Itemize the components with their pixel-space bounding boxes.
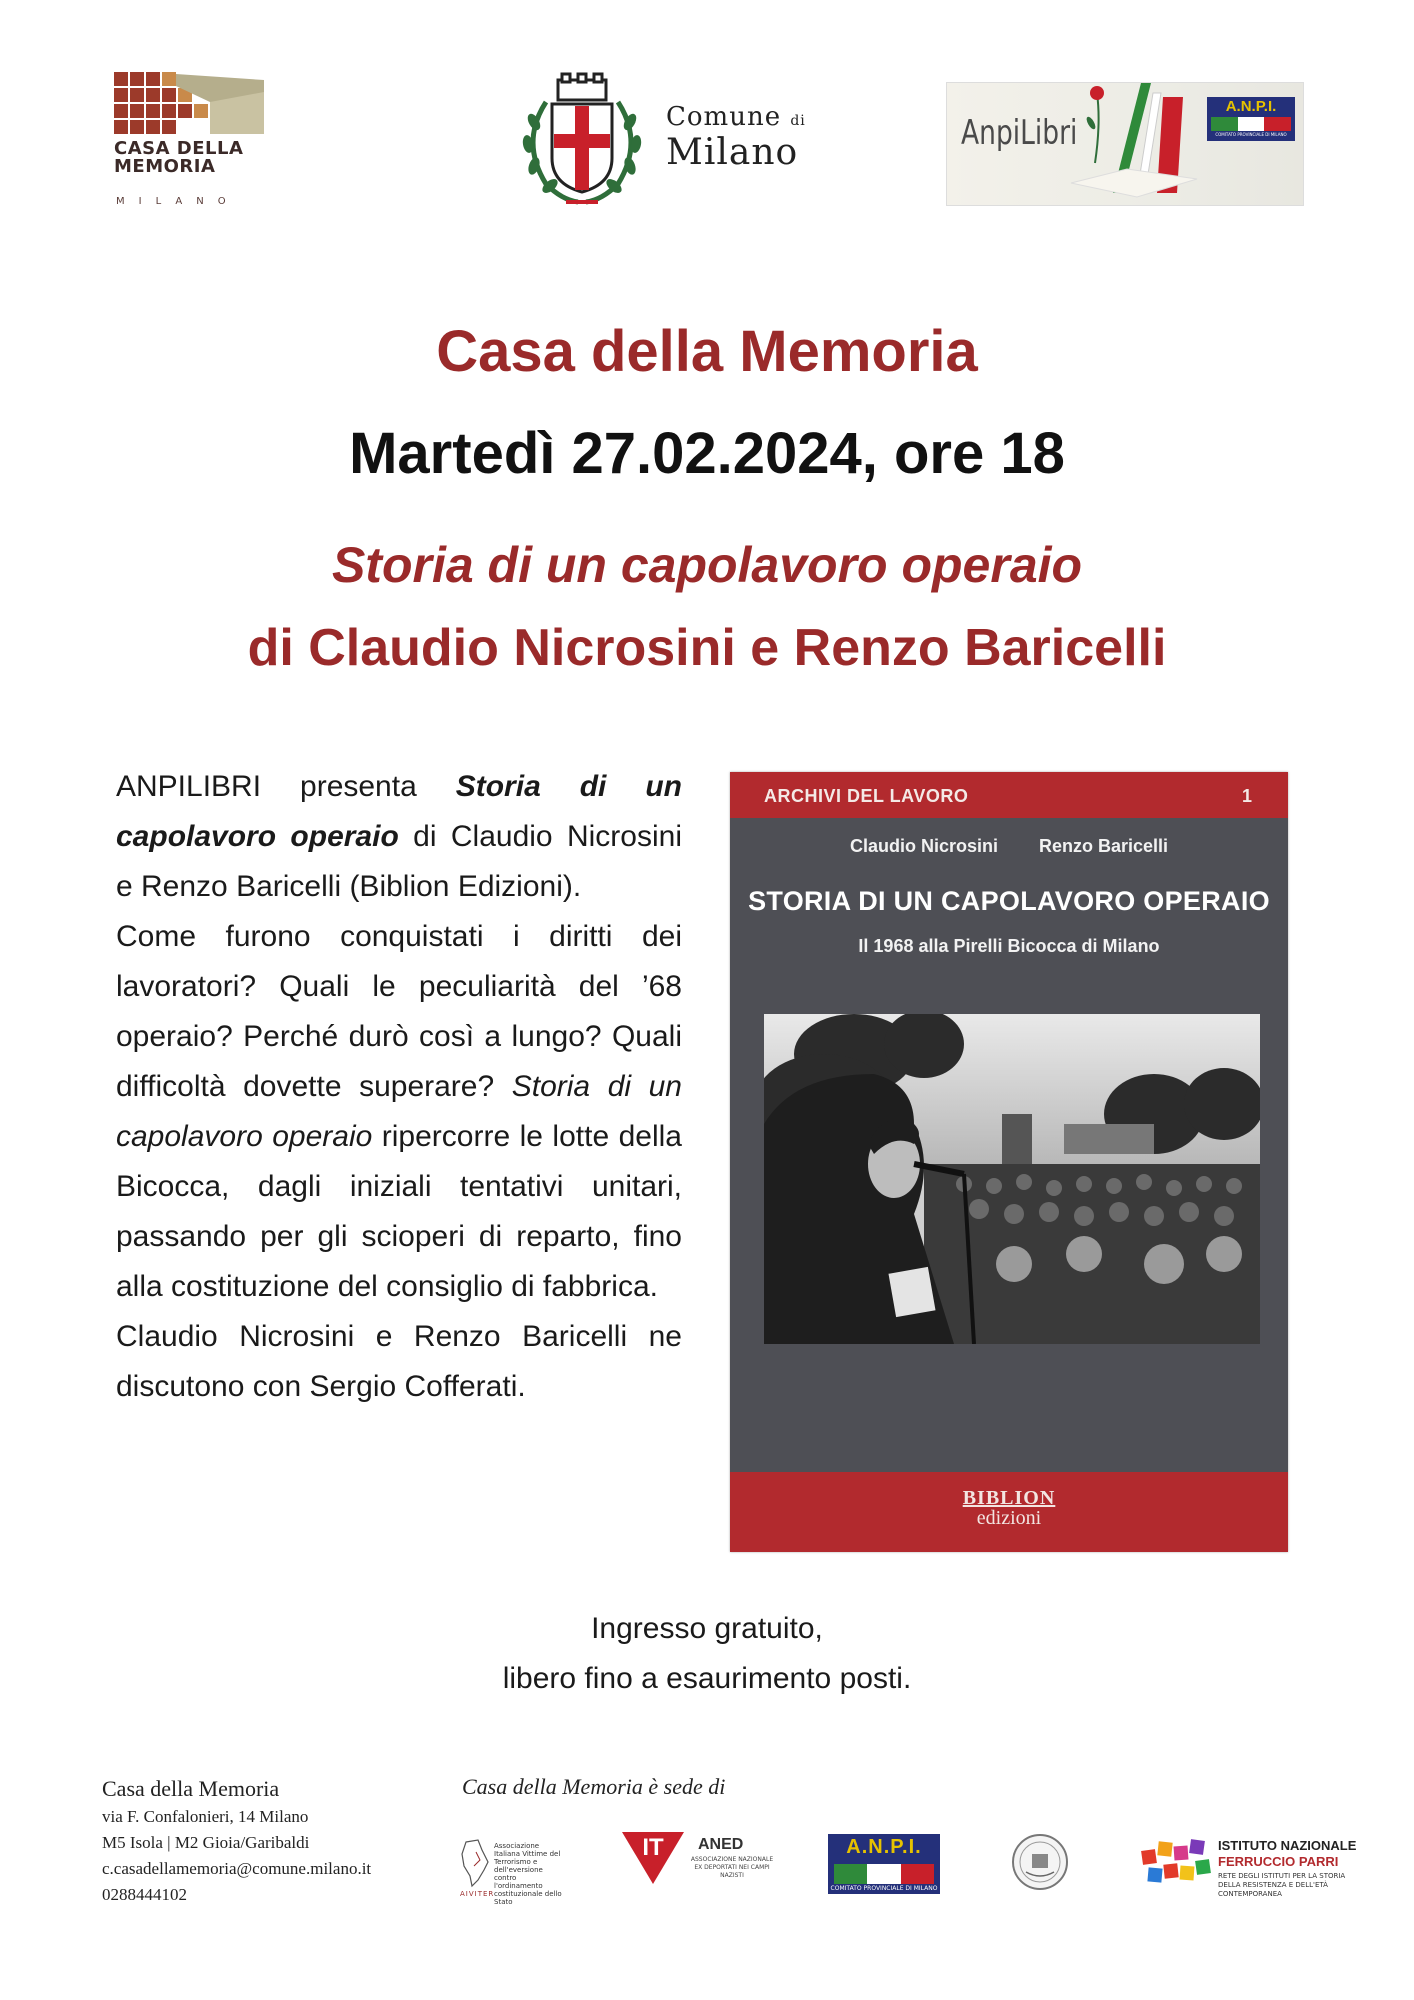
cover-publisher-band bbox=[730, 1472, 1288, 1552]
aned-mark: IT bbox=[642, 1834, 664, 1861]
comune-label: Comune di bbox=[666, 102, 806, 132]
footer-sede-label: Casa della Memoria è sede di bbox=[462, 1774, 726, 1799]
anpi-footer-name: A.N.P.I. bbox=[846, 1836, 922, 1858]
anpi-badge bbox=[1207, 97, 1295, 141]
anpilibri-logo bbox=[946, 82, 1304, 206]
cover-author-2: Renzo Baricelli bbox=[1039, 836, 1169, 856]
anpi-footer-flag-icon bbox=[834, 1864, 934, 1884]
footer-email[interactable]: c.casadellamemoria@comune.milano.it bbox=[102, 1859, 372, 1878]
book-authors-heading: di Claudio Nicrosini e Renzo Baricelli bbox=[247, 619, 1167, 677]
cover-photo-image bbox=[764, 1014, 1260, 1344]
parri-mosaic-icon bbox=[1140, 1836, 1212, 1896]
cover-publisher bbox=[730, 1488, 1288, 1528]
anpi-badge-text: A.N.P.I. bbox=[1225, 98, 1277, 115]
comune-di-milano-logo bbox=[516, 72, 816, 212]
cover-series-band bbox=[730, 772, 1288, 818]
cover-series: ARCHIVI DEL LAVORO bbox=[764, 786, 969, 806]
footer-venue-name: Casa della Memoria bbox=[102, 1776, 280, 1801]
admission-line-2: libero fino a esaurimento posti. bbox=[502, 1662, 912, 1695]
istituto-parri-logo bbox=[1140, 1836, 1364, 1898]
milano-coat-of-arms-icon bbox=[516, 72, 648, 212]
book-cover bbox=[730, 772, 1288, 1552]
parri-line-3: RETE DEGLI ISTITUTI PER LA STORIA DELLA RESISTENZA E DELL'ETÀ CONTEMPORANEA bbox=[1218, 1872, 1346, 1898]
footer-metro: M5 Isola | M2 Gioia/Garibaldi bbox=[102, 1833, 310, 1852]
cover-authors bbox=[730, 836, 1288, 857]
aned-logo bbox=[620, 1830, 774, 1890]
aned-name: ANED bbox=[698, 1836, 744, 1853]
round-seal-icon bbox=[1010, 1832, 1070, 1892]
event-datetime: Martedì 27.02.2024, ore 18 bbox=[349, 421, 1065, 486]
admission-line-1: Ingresso gratuito, bbox=[591, 1612, 823, 1645]
aiviter-description: Associazione Italiana Vittime del Terrorismo e dell'eversione contro l'ordinamento costituzionale dello Stato bbox=[494, 1842, 562, 1906]
venue-title: Casa della Memoria bbox=[436, 319, 978, 384]
parri-line-1: ISTITUTO NAZIONALE bbox=[1218, 1838, 1357, 1853]
admission-note bbox=[0, 1604, 1414, 1704]
description-paragraph-2: Come furono conquistati i diritti dei lavoratori? Quali le peculiarità del ’68 operaio? Perché durò così a lungo? Quali difficoltà dovette superare? Storia di un capolavoro operaio ripercorre le lotte della Bicocca, dagli iniziali tentativi unitari, passando per gli scioperi di reparto, fino alla costituzione del consiglio di fabbrica. bbox=[116, 920, 682, 1303]
cover-title: STORIA DI UN CAPOLAVORO OPERAIO bbox=[748, 886, 1270, 916]
cover-subtitle: Il 1968 alla Pirelli Bicocca di Milano bbox=[858, 936, 1160, 956]
publisher-edizioni: edizioni bbox=[976, 1507, 1042, 1529]
anpi-flag-icon bbox=[1211, 117, 1291, 131]
aned-description: ASSOCIAZIONE NAZIONALE EX DEPORTATI NEI CAMPI NAZISTI bbox=[690, 1856, 774, 1879]
event-description bbox=[116, 762, 682, 1412]
footer-street: via F. Confalonieri, 14 Milano bbox=[102, 1807, 309, 1826]
anpi-footer-logo bbox=[828, 1834, 940, 1894]
footer-address bbox=[102, 1774, 371, 1908]
cover-series-number: 1 bbox=[1241, 786, 1252, 806]
casa-logo-wordmark: CASA DELLA MEMORIA bbox=[114, 138, 244, 177]
description-paragraph-3: Claudio Nicrosini e Renzo Baricelli ne discutono con Sergio Cofferati. bbox=[116, 1320, 682, 1403]
aiviter-logo bbox=[458, 1836, 562, 1906]
books-flower-icon bbox=[1057, 83, 1207, 205]
aiviter-label: AIVITER bbox=[460, 1890, 495, 1898]
anpilibri-wordmark: AnpiLibri bbox=[961, 113, 1078, 153]
seal-logo bbox=[1010, 1832, 1070, 1892]
milano-label: Milano bbox=[666, 132, 799, 173]
anpi-footer-sub: COMITATO PROVINCIALE DI MILANO bbox=[830, 1885, 938, 1892]
publisher-name: BIBLION bbox=[962, 1487, 1056, 1509]
cover-author-1: Claudio Nicrosini bbox=[849, 836, 998, 856]
description-paragraph-1: ANPILIBRI presenta Storia di un capolavoro operaio di Claudio Nicrosini e Renzo Baricelli (Biblion Edizioni). bbox=[116, 770, 682, 903]
casa-logo-milano: MILANO bbox=[116, 196, 240, 207]
parri-line-2: FERRUCCIO PARRI bbox=[1218, 1854, 1339, 1869]
aiviter-map-icon bbox=[458, 1836, 494, 1890]
book-title-heading: Storia di un capolavoro operaio bbox=[331, 537, 1083, 593]
casa-blocks-icon bbox=[114, 72, 266, 142]
footer-phone: 0288444102 bbox=[102, 1885, 187, 1904]
casa-della-memoria-logo bbox=[114, 72, 266, 210]
anpi-badge-sub: COMITATO PROVINCIALE DI MILANO bbox=[1215, 132, 1287, 137]
